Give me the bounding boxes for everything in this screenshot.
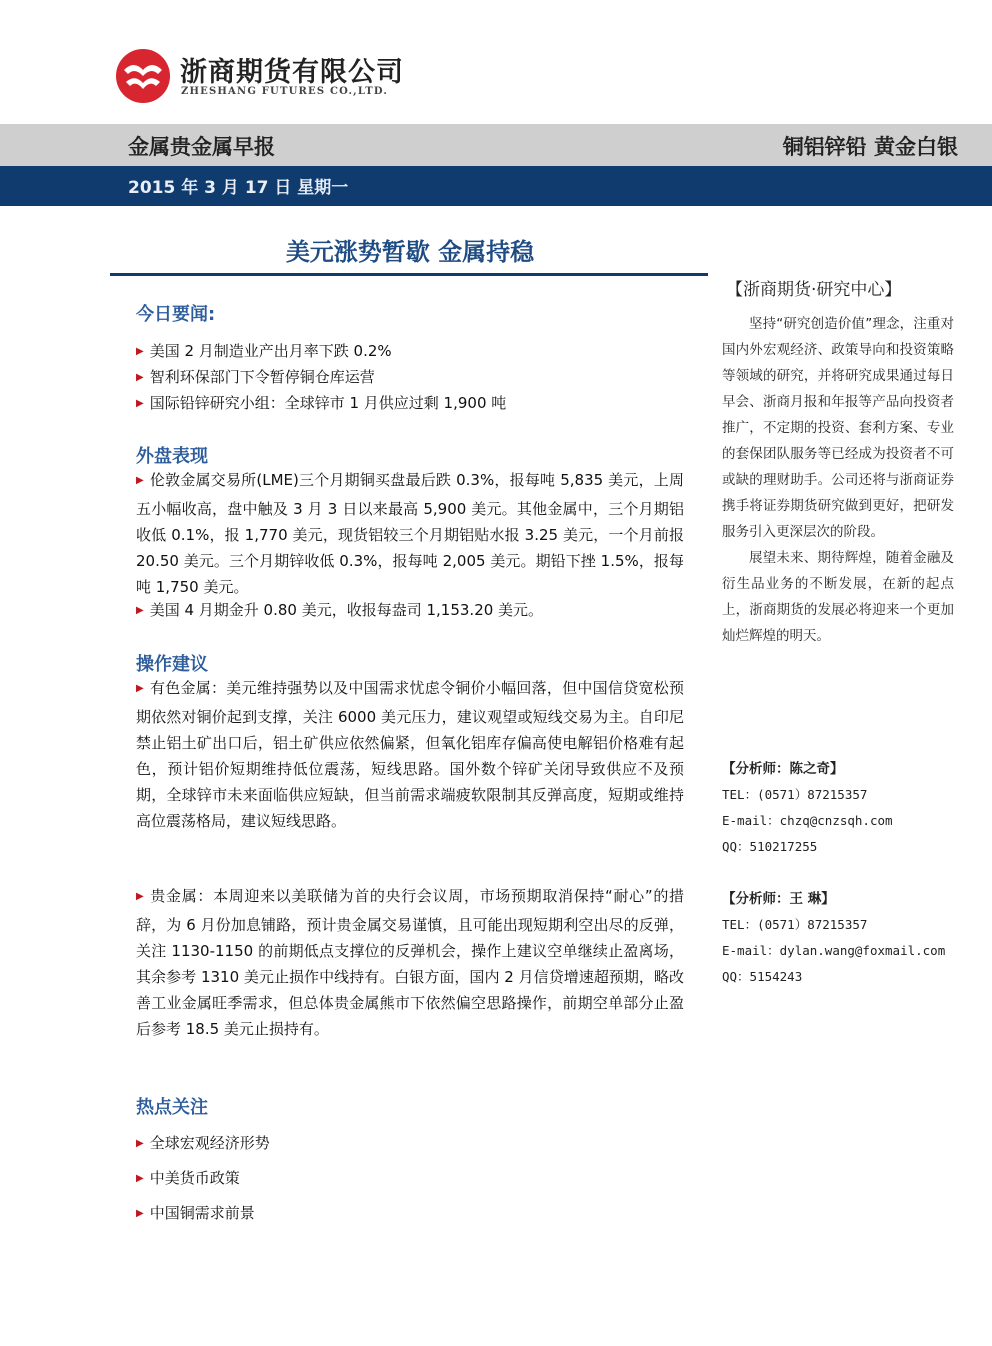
news-item: ▶ 美国 2 月制造业产出月率下跌 0.2% [136, 342, 392, 360]
analyst-heading: 【分析师：陈之奇】 [722, 761, 844, 777]
advice-paragraph: ▶ 有色金属：美元维持强势以及中国需求忧虑令铜价小幅回落，但中国信贷宽松预期依然对铜价起到支撑，关注 6000 美元压力，建议观望或短线交易为主。自印尼禁止铝土矿出口后，铝土矿供应依然偏紧，但氧化铝库存偏高使电解铝价格难有起色，预计铝价短期维持低位震荡，短线思路。国外数个锌矿关闭导致供应不及预期，全球锌市未来面临供应短缺，但当前需求端疲软限制其反弹高度，短期或维持高位震荡格局，建议短线思路。 [136, 679, 684, 830]
analyst-email[interactable]: E-mail：dylan.wang@foxmail.com [722, 943, 946, 958]
bullet-icon: ▶ [136, 398, 144, 409]
news-item: ▶ 智利环保部门下令暂停铜仓库运营 [136, 368, 375, 386]
bullet-icon: ▶ [136, 475, 144, 486]
sidebar-intro-paragraph: 坚持“研究创造价值”理念，注重对国内外宏观经济、政策导向和投资策略等领域的研究，并将研究成果通过每日早会、浙商月报和年报等产品向投资者推广，不定期的投资、套利方案、专业的套保团队服务等已经成为投资者不可或缺的理财助手。公司还将与浙商证券携手将证券期货研究做到更好，把研发服务引入更深层次的阶段。 [722, 316, 954, 540]
bullet-icon: ▶ [136, 346, 144, 357]
news-item: ▶ 国际铅锌研究小组：全球锌市 1 月供应过剩 1,900 吨 [136, 394, 507, 412]
bullet-icon: ▶ [136, 372, 144, 383]
sidebar-intro-paragraph: 展望未来、期待辉煌，随着金融及衍生品业务的不断发展，在新的起点上，浙商期货的发展必将迎来一个更加灿烂辉煌的明天。 [722, 550, 954, 644]
focus-item: ▶ 中美货币政策 [136, 1169, 240, 1187]
analyst-heading: 【分析师：王 琳】 [722, 891, 835, 907]
bullet-icon: ▶ [136, 1173, 144, 1184]
analyst-email[interactable]: E-mail：chzq@cnzsqh.com [722, 813, 893, 828]
metals-list: 铜铝锌铅 黄金白银 [782, 135, 958, 159]
section-heading-focus: 热点关注 [136, 1097, 208, 1118]
advice-paragraph: ▶ 贵金属：本周迎来以美联储为首的央行会议周，市场预期取消保持“耐心”的措辞，为 6 月份加息铺路，预计贵金属交易谨慎，且可能出现短期利空出尽的反弹，关注 1130-1150 的前期低点支撑位的反弹机会，操作上建议空单继续止盈离场，其余参考 1310 美元止损作中线持有。白银方面，国内 2 月信贷增速超预期，略改善工业金属旺季需求，但总体贵金属熊市下依然偏空思路操作，前期空单部分止盈后参考 18.5 美元止损持有。 [136, 887, 684, 1038]
bullet-icon: ▶ [136, 1138, 144, 1149]
focus-item: ▶ 中国铜需求前景 [136, 1204, 255, 1222]
report-date: 2015 年 3 月 17 日 星期一 [128, 178, 349, 198]
section-heading-news: 今日要闻: [136, 304, 216, 325]
analyst-tel: TEL：(0571）87215357 [722, 787, 868, 802]
headline-divider [110, 273, 708, 276]
analyst-qq: QQ：510217255 [722, 839, 818, 854]
bullet-icon: ▶ [136, 605, 144, 616]
company-name-en: ZHESHANG FUTURES CO.,LTD. [181, 86, 389, 97]
sidebar-intro [722, 311, 954, 649]
section-heading-advice: 操作建议 [136, 654, 208, 675]
focus-item: ▶ 全球宏观经济形势 [136, 1134, 270, 1152]
bullet-icon: ▶ [136, 1208, 144, 1219]
section-heading-overseas: 外盘表现 [136, 446, 208, 467]
sidebar-title: 【浙商期货·研究中心】 [726, 280, 902, 300]
company-logo-icon [114, 48, 172, 104]
overseas-paragraph: ▶ 伦敦金属交易所(LME)三个月期铜买盘最后跌 0.3%，报每吨 5,835 美元，上周五小幅收高，盘中触及 3 月 3 日以来最高 5,900 美元。其他金属中，三个月期铝收低 0.1%，报 1,770 美元，现货铝较三个月期铝贴水报 3.25 美元，一个月前报 20.50 美元。三个月期锌收低 0.3%，报每吨 2,005 美元。期铅下挫 1.5%，报每吨 1,750 美元。 [136, 471, 684, 596]
bullet-icon: ▶ [136, 891, 145, 902]
analyst-tel: TEL：(0571）87215357 [722, 917, 868, 932]
report-type: 金属贵金属早报 [128, 135, 275, 159]
page-title: 美元涨势暂歇 金属持稳 [285, 238, 535, 266]
analyst-qq: QQ：5154243 [722, 969, 803, 984]
company-name-cn: 浙商期货有限公司 [180, 57, 404, 88]
bullet-icon: ▶ [136, 683, 144, 694]
overseas-paragraph: ▶ 美国 4 月期金升 0.80 美元，收报每盎司 1,153.20 美元。 [136, 601, 544, 619]
